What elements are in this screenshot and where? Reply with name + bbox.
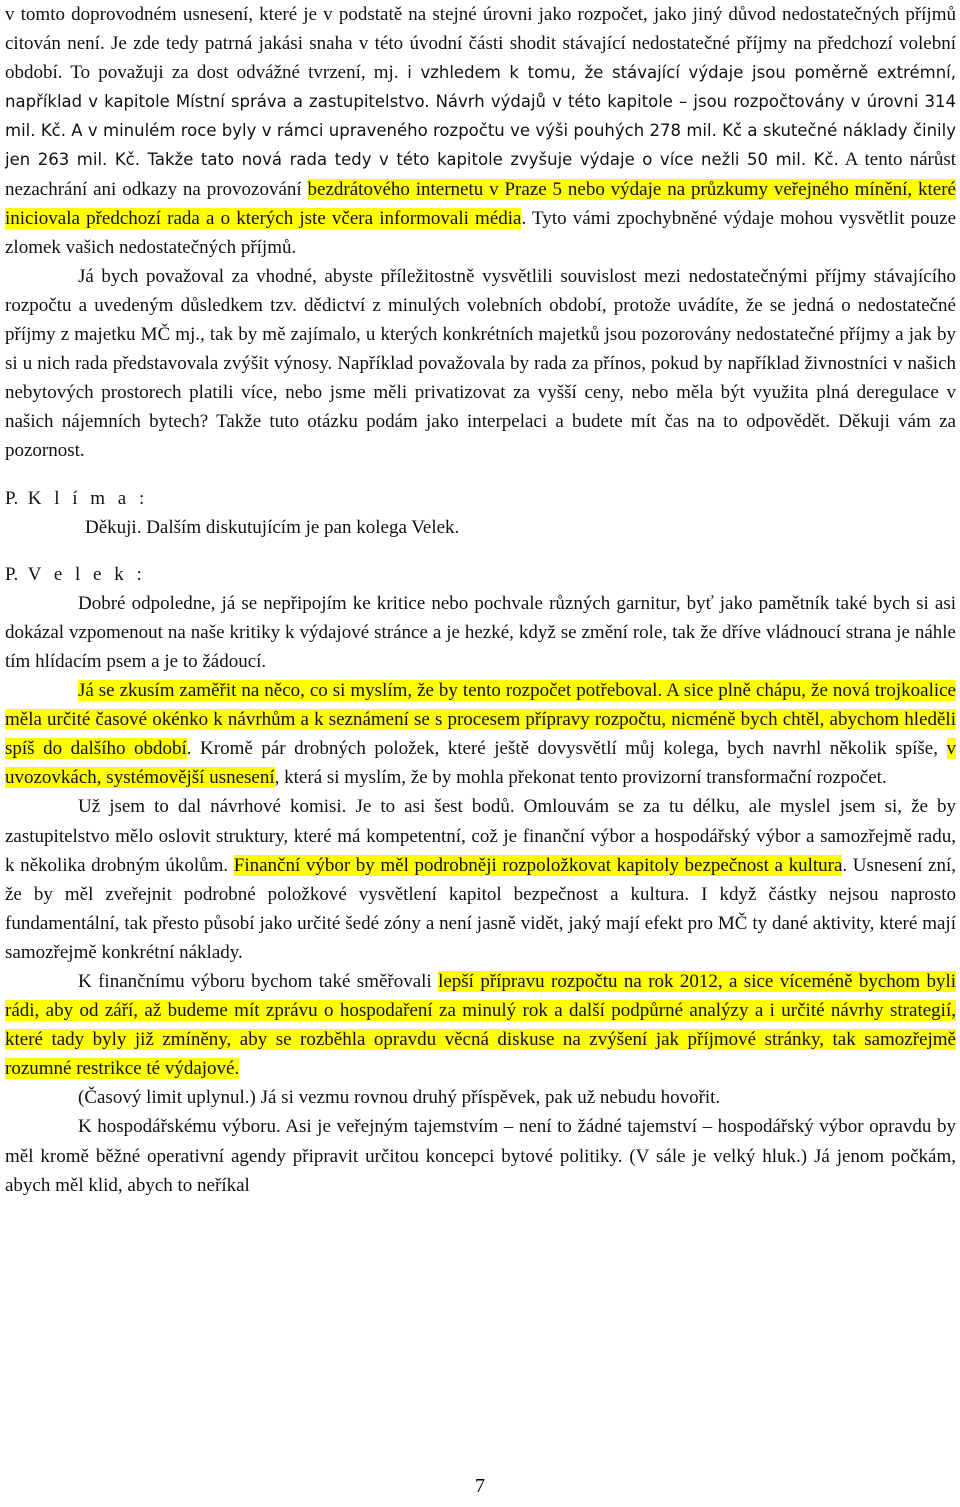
- paragraph-4-part-2: , která si myslím, že by mohla překonat tento provizorní transformační rozpočet.: [274, 767, 887, 789]
- paragraph-4-part-1: . Kromě pár drobných položek, které ještě dovysvětlí můj kolega, bych navrhl několik spíše,: [186, 738, 947, 760]
- speaker-prefix: P.: [5, 563, 19, 585]
- paragraph-5-part-2: . Usnesení zní, že by měl zveřejnit podrobné položkové vysvětlení kapitol bezpečnost a kultura. I když částky nejsou naprosto fundamentální, tak přesto působí jako určité šedé zóny a není jasně vidět, jaký mají efekt pro MČ ty dané aktivity, které mají samozřejmě konkrétní náklady.: [5, 854, 956, 963]
- highlight-5: lepší přípravu rozpočtu na rok 2012, a sice víceméně bychom byli rádi, aby od září, až budeme mít zprávu o hospodaření za minulý rok a další podpůrné analýzy a i určité návrhy strategií, které tady byly již zmíněny, aby se rozběhla opravdu věcná diskuse na zvýšení jak příjmové stránky, tak samozřejmě rozumné restrikce té výdajové.: [5, 971, 956, 1080]
- speaker-name: K l í m a :: [27, 487, 149, 509]
- highlight-4: Finanční výbor by měl podrobněji rozpoložkovat kapitoly bezpečnost a kultura: [233, 854, 843, 876]
- speaker-velek: [5, 560, 956, 589]
- paragraph-5-part-1: Už jsem to dal návrhové komisi. Je to asi šest bodů. Omlouvám se za tu délku, ale myslel jsem si, že by zastupitelstvo mělo oslovit struktury, které má kompetentní, což je finanční výbor a hospodářský výbor a samozřejmě radu, k několika drobným úkolům.: [5, 796, 956, 876]
- reply-klima: Děkuji. Dalším diskutujícím je pan kolega Velek.: [85, 516, 460, 538]
- paragraph-1-part-4: . Tyto vámi zpochybněné výdaje mohou vysvětlit pouze zlomek vašich nedostatečných příjmů.: [5, 207, 957, 258]
- paragraph-1: [5, 0, 956, 262]
- paragraph-1-part-2: i vzhledem k tomu, že stávající výdaje jsou poměrně extrémní, například v kapitole Místní správa a zastupitelstvo. Návrh výdajů v této kapitole – jsou rozpočtovány v úrovni 314 mil. Kč. A v minulém roce byly v rámci upraveného rozpočtu ve výši pouhých 278 mil. Kč a skutečné náklady činily jen 263 mil. Kč. Takže tato nová rada tedy v této kapitole zvyšuje výdaje o více nežli 50 mil. Kč.: [5, 63, 956, 170]
- paragraph-6-part-1: K finančnímu výboru bychom také směřovali: [78, 971, 439, 992]
- paragraph-8: K hospodářskému výboru. Asi je veřejným tajemstvím – není to žádné tajemství – hospodářský výbor opravdu by měl kromě běžné operativní agendy připravit určitou koncepci bytové politiky. (V sále je velký hluk.) Já jenom počkám, abych měl klid, abych to neříkal: [5, 1116, 956, 1196]
- page-number: 7: [475, 1475, 485, 1497]
- paragraph-6: [5, 967, 956, 1083]
- paragraph-4: [5, 676, 956, 792]
- paragraph-1-part-3: A tento nárůst nezachrání ani odkazy na provozování: [5, 149, 957, 200]
- highlight-2: Já se zkusím zaměřit na něco, co si myslím, že by tento rozpočet potřeboval. A sice plně chápu, že nová trojkoalice měla určité časové okénko k návrhům a k seznámení se s procesem přípravy rozpočtu, nicméně bych chtěl, abychom hleděli spíš do dalšího období: [5, 680, 956, 760]
- highlight-3: v uvozovkách, systémovější usnesení: [5, 738, 957, 789]
- paragraph-7: (Časový limit uplynul.) Já si vezmu rovnou druhý příspěvek, pak už nebudu hovořit.: [78, 1087, 721, 1109]
- highlight-1: bezdrátového internetu v Praze 5 nebo výdaje na průzkumy veřejného mínění, které iniciovala předchozí rada a o kterých jste včera informovali média: [5, 178, 956, 229]
- paragraph-3: Dobré odpoledne, já se nepřipojím ke kritice nebo pochvale různých garnitur, byť jako pamětník také bych si asi dokázal vzpomenout na naše kritiky k výdajové stránce a je hezké, když se změní role, tak že dříve vládnoucí strana je náhle tím hlídacím psem a je to žádoucí.: [5, 592, 956, 672]
- paragraph-1-part-1: v tomto doprovodném usnesení, které je v podstatě na stejné úrovni jako rozpočet, jako jiný důvod nedostatečných příjmů citován není. Je zde tedy patrná jakási snaha v této úvodní části shodit stávající nedostatečné příjmy na předchozí volební období. To považuji za dost odvážné tvrzení, mj.: [5, 4, 956, 84]
- speaker-name: V e l e k :: [27, 563, 146, 585]
- paragraph-2: Já bych považoval za vhodné, abyste příležitostně vysvětlili souvislost mezi nedostatečnými příjmy stávajícího rozpočtu a uvedeným důsledkem tzv. dědictví z minulých volebních období, protože uvádíte, že se jedná o nedostatečné příjmy z majetku MČ mj., tak by mě zajímalo, u kterých konkrétních majetků jsou pozorovány nedostatečné příjmy a jak by si u nich rada představovala zvýšit výnosy. Například považovala by rada za přínos, pokud by například živnostníci v našich nebytových prostorech platili více, nebo jsme měli privatizovat za vyšší ceny, nebo měla být využita plná deregulace v našich nájemních bytech? Takže tuto otázku podám jako interpelaci a budete mít čas na to odpovědět. Děkuji vám za pozornost.: [5, 265, 956, 462]
- paragraph-5: [5, 792, 956, 967]
- speaker-klima: [5, 484, 956, 513]
- speaker-prefix: P.: [5, 487, 19, 509]
